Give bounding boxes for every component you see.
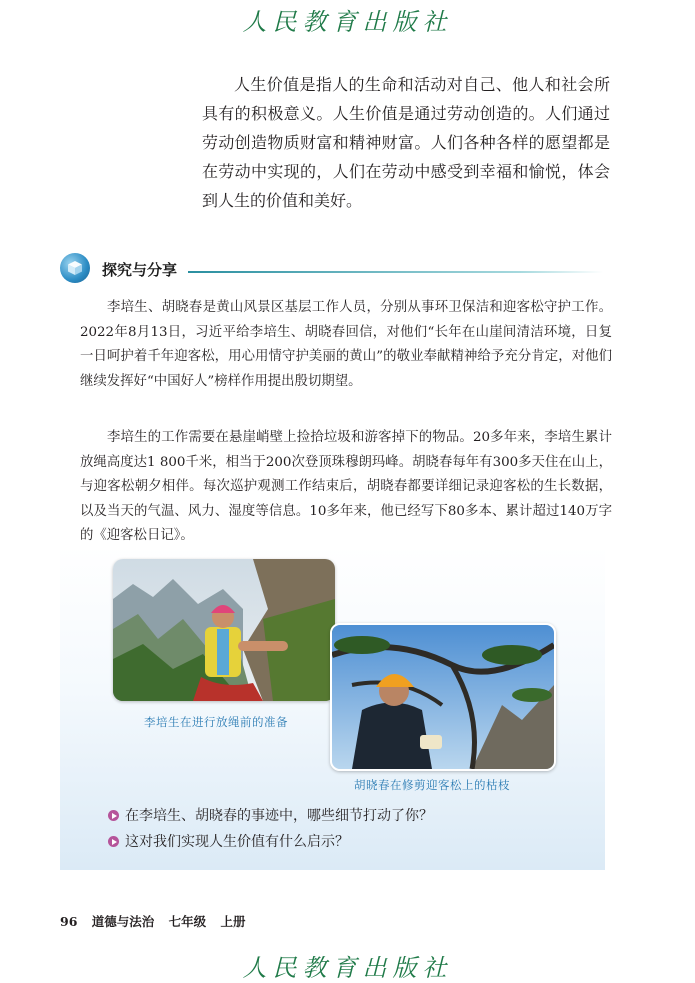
photo-caption-2: 胡晓春在修剪迎客松上的枯枝 [354,778,510,792]
play-bullet-icon [108,810,119,821]
story-paragraph-2: 李培生的工作需要在悬崖峭壁上捡拾垃圾和游客掉下的物品。20多年来，李培生累计放绳高度达1 800千米，相当于200次登顶珠穆朗玛峰。胡晓春每年有300多天住在山上，与迎客松朝夕相伴。每次巡护观测工作结束后，胡晓春都要详细记录迎客松的生长数据，以及当天的气温、风力、湿度等信息。10多年来，他已经写下80多本、累计超过140万字的《迎客松日记》。 [80,430,612,544]
photo-li-peisheng [113,559,335,701]
sphere-cube-icon [60,253,90,283]
photo-caption-1: 李培生在进行放绳前的准备 [144,715,288,729]
page-footer [60,912,256,930]
question-2-text: 这对我们实现人生价值有什么启示？ [125,834,349,850]
section-divider [188,271,603,273]
subject-name: 道德与法治 [91,914,155,929]
publisher-logo-top: 人民教育出版社 [242,8,453,36]
section-header [60,253,605,287]
story-paragraph-1: 李培生、胡晓春是黄山风景区基层工作人员，分别从事环卫保洁和迎客松守护工作。2022年8月13日，习近平给李培生、胡晓春回信，对他们“长年在山崖间清洁环境，日复一日呵护着千年迎客松，用心用情守护美丽的黄山”的敬业奉献精神给予充分肯定，对他们继续发挥好“中国好人”榜样作用提出殷切期望。 [80,300,612,389]
volume-label: 上册 [220,914,246,929]
photo-panel [60,546,605,870]
publisher-logo-bottom: 人民教育出版社 [242,954,453,982]
page-number: 96 [60,914,78,929]
grade-label: 七年级 [168,914,207,929]
intro-paragraph: 人生价值是指人的生命和活动对自己、他人和社会所具有的积极意义。人生价值是通过劳动创造的。人们通过劳动创造物质财富和精神财富。人们各种各样的愿望都是在劳动中实现的，人们在劳动中感受到幸福和愉悦，体会到人生的价值和美好。 [202,75,610,210]
question-1-text: 在李培生、胡晓春的事迹中，哪些细节打动了你？ [125,808,433,824]
photo-hu-xiaochun [330,623,556,771]
section-title: 探究与分享 [102,261,178,279]
play-bullet-icon [108,836,119,847]
question-2 [108,831,349,851]
question-1 [108,805,433,825]
